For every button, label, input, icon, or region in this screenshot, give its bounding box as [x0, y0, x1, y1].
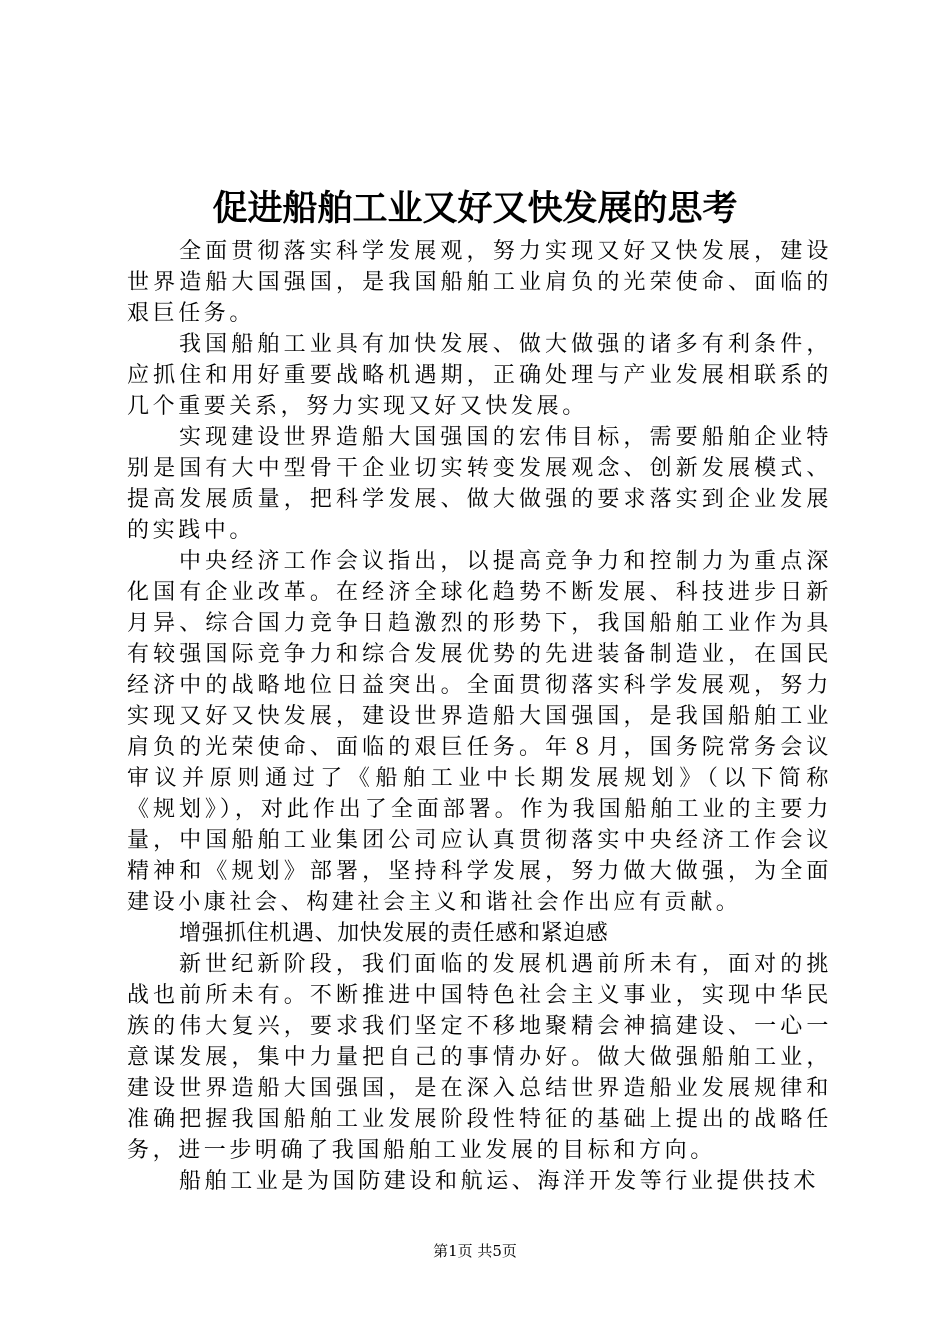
paragraph: 船舶工业是为国防建设和航运、海洋开发等行业提供技术	[179, 1169, 820, 1194]
paragraph: 实现建设世界造船大国强国的宏伟目标，需要船舶企业特别是国有大中型骨干企业切实转变发展观念、创新发展模式、提高发展质量，把科学发展、做大做强的要求落实到企业发展的实践中。	[127, 425, 832, 543]
paragraph: 全面贯彻落实科学发展观，努力实现又好又快发展，建设世界造船大国强国，是我国船舶工业肩负的光荣使命、面临的艰巨任务。	[127, 239, 832, 326]
paragraph: 新世纪新阶段，我们面临的发展机遇前所未有，面对的挑战也前所未有。不断推进中国特色社会主义事业，实现中华民族的伟大复兴，要求我们坚定不移地聚精会神搞建设、一心一意谋发展，集中力量把自己的事情办好。做大做强船舶工业，建设世界造船大国强国，是在深入总结世界造船业发展规律和准确把握我国船舶工业发展阶段性特征的基础上提出的战略任务，进一步明确了我国船舶工业发展的目标和方向。	[127, 952, 832, 1163]
page-footer: 第1页 共5页	[433, 1242, 517, 1260]
paragraph: 我国船舶工业具有加快发展、做大做强的诸多有利条件，应抓住和用好重要战略机遇期，正确处理与产业发展相联系的几个重要关系，努力实现又好又快发展。	[127, 332, 832, 419]
document-title: 促进船舶工业又好又快发展的思考	[212, 188, 738, 229]
paragraph: 中央经济工作会议指出，以提高竞争力和控制力为重点深化国有企业改革。在经济全球化趋势不断发展、科技进步日新月异、综合国力竞争日趋激烈的形势下，我国船舶工业作为具有较强国际竞争力和综合发展优势的先进装备制造业，在国民经济中的战略地位日益突出。全面贯彻落实科学发展观，努力实现又好又快发展，建设世界造船大国强国，是我国船舶工业肩负的光荣使命、面临的艰巨任务。年８月，国务院常务会议审议并原则通过了《船舶工业中长期发展规划》（以下简称《规划》），对此作出了全面部署。作为我国船舶工业的主要力量，中国船舶工业集团公司应认真贯彻落实中央经济工作会议精神和《规划》部署，坚持科学发展，努力做大做强，为全面建设小康社会、构建社会主义和谐社会作出应有贡献。	[127, 549, 832, 915]
document-body	[127, 236, 832, 1197]
section-heading: 增强抓住机遇、加快发展的责任感和紧迫感	[179, 921, 609, 946]
